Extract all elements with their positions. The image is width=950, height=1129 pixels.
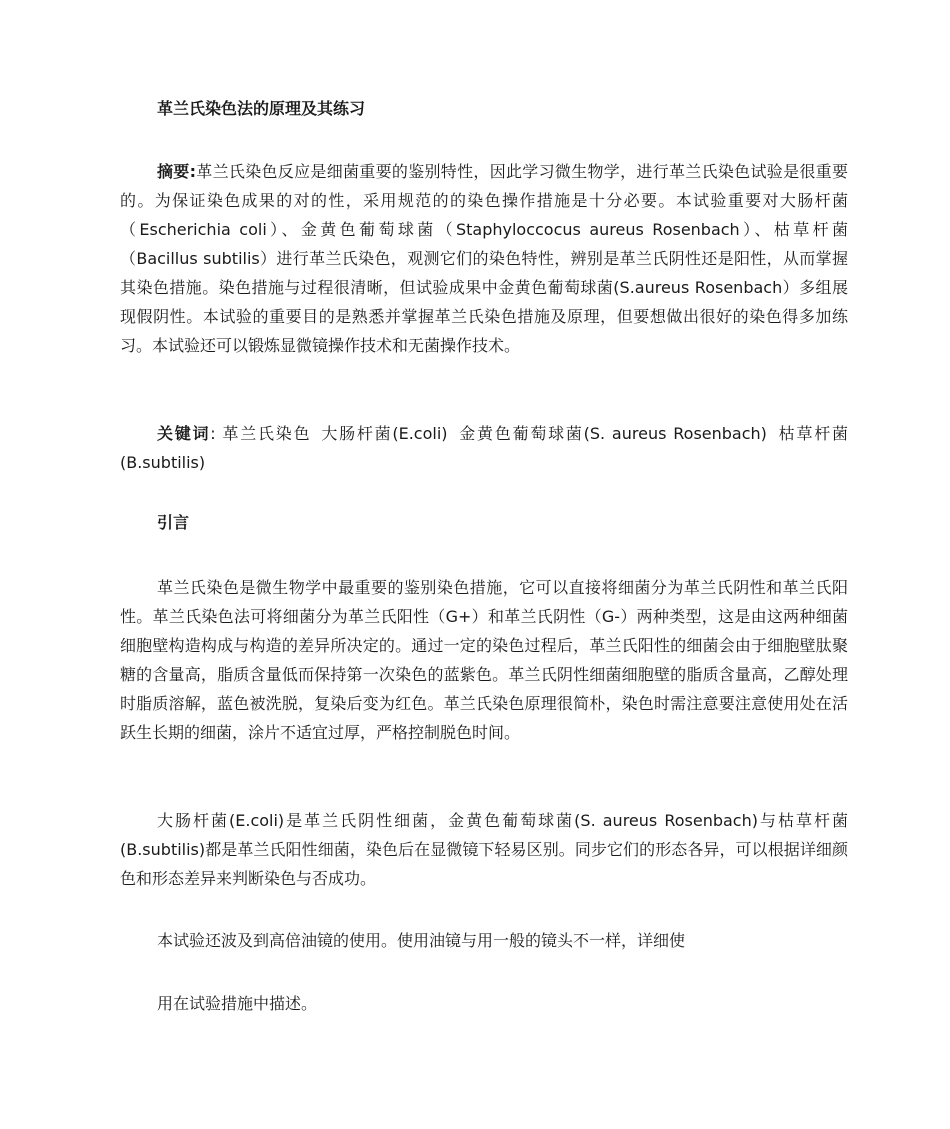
keyword-item: 枯草杆菌(B.subtilis) xyxy=(120,424,848,472)
abstract-paragraph xyxy=(120,157,848,360)
abstract-label: 摘要: xyxy=(157,162,196,181)
keywords-label: 关键词 xyxy=(157,424,211,443)
keyword-item: 革兰氏染色 xyxy=(222,424,312,443)
keyword-item: 大肠杆菌(E.coli) xyxy=(321,424,448,443)
keywords-separator: : xyxy=(210,424,216,443)
keywords-paragraph xyxy=(120,419,848,477)
document-title: 革兰氏染色法的原理及其练习 xyxy=(157,99,366,118)
intro-paragraph: 用在试验措施中描述。 xyxy=(157,994,318,1013)
intro-paragraph: 革兰氏染色是微生物学中最重要的鉴别染色措施，它可以直接将细菌分为革兰氏阴性和革兰氏阳性。革兰氏染色法可将细菌分为革兰氏阳性（G+）和革兰氏阴性（G-）两种类型，这是由这两种细菌细胞壁构造构成与构造的差异所决定的。通过一定的染色过程后，革兰氏阳性的细菌会由于细胞壁肽聚糖的含量高，脂质含量低而保持第一次染色的蓝紫色。革兰氏阴性细菌细胞壁的脂质含量高，乙醇处理时脂质溶解，蓝色被洗脱，复染后变为红色。革兰氏染色原理很简朴，染色时需注意要注意使用处在活跃生长期的细菌，涂片不适宜过厚，严格控制脱色时间。 xyxy=(120,578,848,742)
keyword-item: 金黄色葡萄球菌(S. aureus Rosenbach) xyxy=(457,424,767,443)
intro-paragraph: 大肠杆菌(E.coli)是革兰氏阴性细菌，金黄色葡萄球菌(S. aureus Rosenbach)与枯草杆菌 (B.subtilis)都是革兰氏阳性细菌，染色后在显微镜下轻易区别。同步它们的形态各异，可以根据详细颜色和形态差异来判断染色与否成功。 xyxy=(120,811,848,888)
introduction-heading: 引言 xyxy=(157,513,190,532)
intro-paragraph: 本试验还波及到高倍油镜的使用。使用油镜与用一般的镜头不一样，详细使 xyxy=(157,931,686,950)
abstract-text: 革兰氏染色反应是细菌重要的鉴别特性，因此学习微生物学，进行革兰氏染色试验是很重要的。为保证染色成果的对的性，采用规范的的染色操作措施是十分必要。本试验重要对大肠杆菌（Escherichia coli）、金黄色葡萄球菌（Staphyloccocus aureus Rosenbach）、枯草杆菌（Bacillus subtilis）进行革兰氏染色，观测它们的染色特性，辨别是革兰氏阴性还是阳性，从而掌握其染色措施。染色措施与过程很清晰，但试验成果中金黄色葡萄球菌(S.aureus Rosenbach）多组展现假阴性。本试验的重要目的是熟悉并掌握革兰氏染色措施及原理，但要想做出很好的染色得多加练习。本试验还可以锻炼显微镜操作技术和无菌操作技术。 xyxy=(120,162,848,355)
